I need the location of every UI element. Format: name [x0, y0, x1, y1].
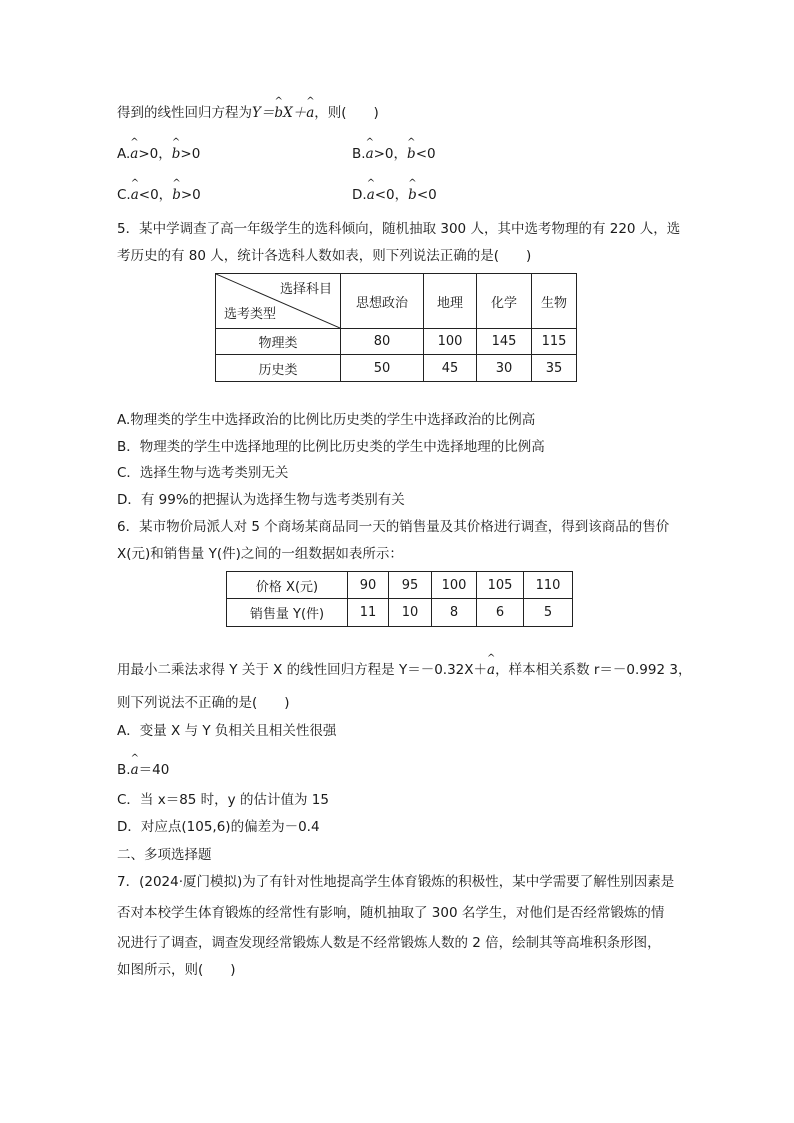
table-row: 历史类 50 45 30 35 [216, 355, 577, 382]
q4-equation: Y＝^ bX＋^ a [252, 105, 314, 121]
q6-table [226, 571, 573, 627]
table-row: 价格 X(元) 90 95 100 105 110 [227, 572, 573, 599]
q5-col-header: 地理 [424, 274, 477, 329]
q5-col-header: 化学 [477, 274, 532, 329]
q6-option-b: B.^ a＝40 [117, 760, 169, 780]
q6-line4: 则下列说法不正确的是( ) [117, 695, 290, 711]
q5-option-c: C．选择生物与选考类别无关 [117, 465, 289, 481]
q6-option-d: D．对应点(105,6)的偏差为－0.4 [117, 819, 320, 835]
table-row: 销售量 Y(件) 11 10 8 6 5 [227, 599, 573, 627]
q7-line4: 如图所示，则( ) [117, 962, 236, 978]
q7-line3: 况进行了调查，调查发现经常锻炼人数是不经常锻炼人数的 2 倍，绘制其等高堆积条形图， [117, 935, 661, 951]
table-row: 物理类 80 100 145 115 [216, 329, 577, 355]
section-heading: 二、多项选择题 [117, 847, 212, 863]
q7-line1: 7．(2024·厦门模拟)为了有针对性地提高学生体育锻炼的积极性，某中学需要了解性别因素是 [117, 874, 675, 890]
q4-option-c: C.^ a<0，^ b>0 [117, 185, 201, 205]
q5-table [215, 273, 577, 382]
q5-table-diagonal-header: 选择科目 选考类型 [216, 274, 341, 329]
q5-col-header: 生物 [532, 274, 577, 329]
q4-stem: 得到的线性回归方程为Y＝^ bX＋^ a，则( ) [117, 103, 379, 123]
q6-line2: X(元)和销售量 Y(件)之间的一组数据如表所示： [117, 546, 403, 562]
q5-option-a: A.物理类的学生中选择政治的比例比历史类的学生中选择政治的比例高 [117, 412, 536, 428]
q5-col-header: 思想政治 [341, 274, 424, 329]
a-hat: ^ a [131, 760, 139, 780]
q6-line3: 用最小二乘法求得 Y 关于 X 的线性回归方程是 Y＝－0.32X＋^ a，样本相关系数 r＝－0.992 3， [117, 660, 691, 680]
q6-option-a: A．变量 X 与 Y 负相关且相关性很强 [117, 723, 337, 739]
q7-line2: 否对本校学生体育锻炼的经常性有影响，随机抽取了 300 名学生，对他们是否经常锻炼的情 [117, 905, 665, 921]
q4-option-d: D.^ a<0，^ b<0 [352, 185, 437, 205]
q5-line2: 考历史的有 80 人，统计各选科人数如表，则下列说法正确的是( ) [117, 248, 532, 264]
q5-line1: 5．某中学调查了高一年级学生的选科倾向，随机抽取 300 人，其中选考物理的有 220 人，选 [117, 221, 681, 237]
q4-option-b: B.^ a>0，^ b<0 [352, 144, 436, 164]
q5-option-d: D．有 99%的把握认为选择生物与选考类别有关 [117, 492, 405, 508]
q5-option-b: B．物理类的学生中选择地理的比例比历史类的学生中选择地理的比例高 [117, 439, 545, 455]
q4-option-a: A.^ a>0，^ b>0 [117, 144, 200, 164]
q6-line1: 6．某市物价局派人对 5 个商场某商品同一天的销售量及其价格进行调查，得到该商品的售价 [117, 519, 670, 535]
q6-option-c: C．当 x＝85 时，y 的估计值为 15 [117, 792, 329, 808]
